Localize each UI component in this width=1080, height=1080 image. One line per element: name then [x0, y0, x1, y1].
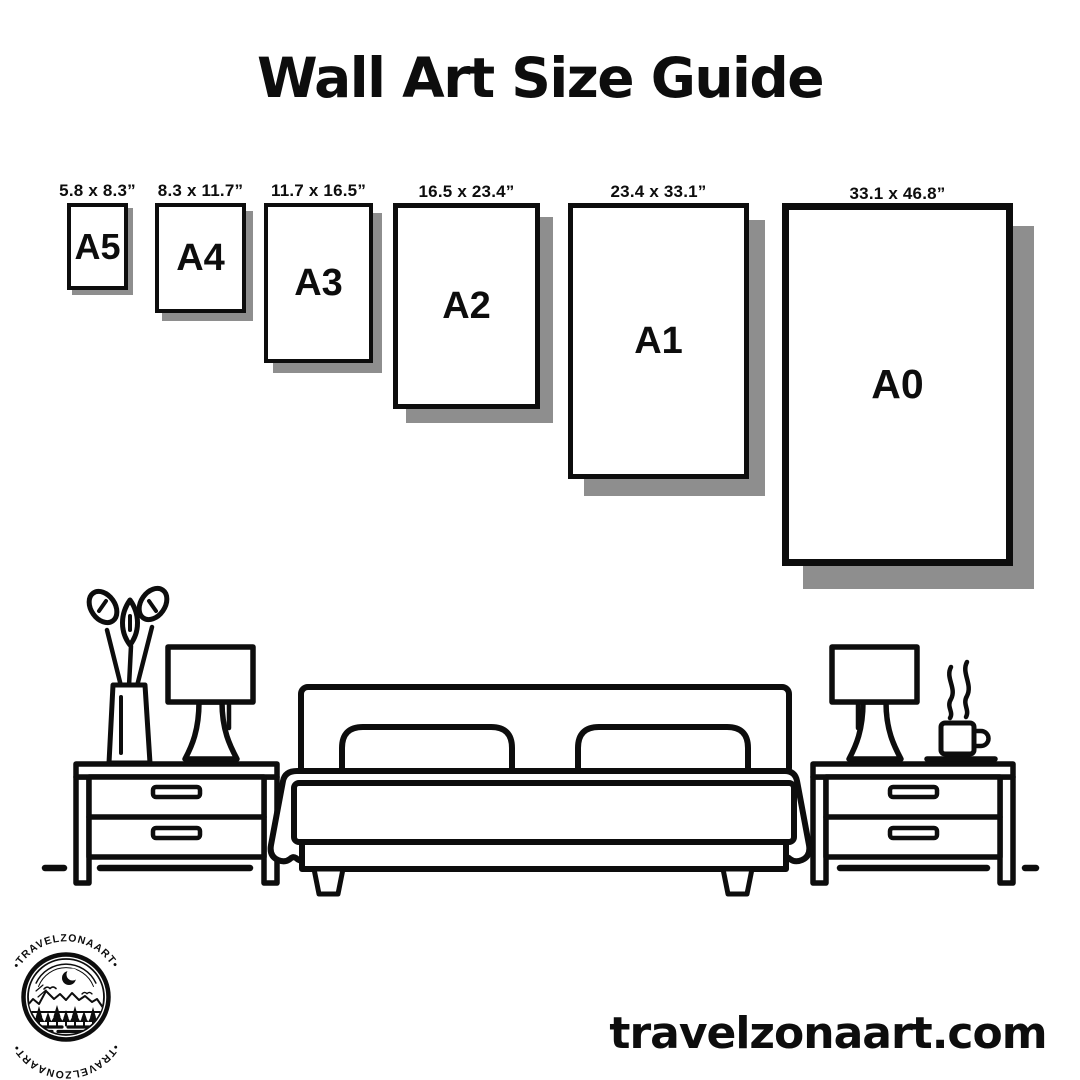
plant-vase-icon	[83, 583, 172, 763]
size-name-a0: A0	[871, 361, 924, 407]
size-name-a2: A2	[442, 285, 491, 327]
pillow-right	[578, 727, 748, 771]
logo-arc-text-bottom: •TRAVELZONAART•	[10, 1042, 122, 1080]
website-url: travelzonaart.com	[609, 1008, 1047, 1059]
bed-foot-right	[723, 869, 752, 894]
page-title: Wall Art Size Guide	[256, 46, 824, 110]
bed-foot-left	[314, 869, 343, 894]
size-name-a1: A1	[634, 320, 683, 362]
dimensions-label-a3: 11.7 x 16.5”	[270, 181, 367, 200]
dimensions-label-a2: 16.5 x 23.4”	[418, 182, 515, 201]
brand-logo-badge	[11, 932, 122, 1080]
dimensions-label-a0: 33.1 x 46.8”	[849, 184, 946, 203]
table-lamp-left-icon	[168, 647, 253, 759]
pillow-left	[342, 727, 512, 771]
size-name-a4: A4	[176, 237, 225, 279]
coffee-cup-icon	[927, 662, 995, 759]
double-bed-icon	[271, 687, 810, 894]
logo-arc-text-top: •TRAVELZONAART•	[10, 932, 122, 971]
size-name-a5: A5	[74, 225, 121, 267]
dimensions-label-a4: 8.3 x 11.7”	[157, 181, 244, 200]
size-name-a3: A3	[294, 262, 343, 304]
dimensions-label-a1: 23.4 x 33.1”	[610, 182, 707, 201]
table-lamp-right-icon	[832, 647, 917, 759]
dimensions-label-a5: 5.8 x 8.3”	[59, 181, 136, 200]
